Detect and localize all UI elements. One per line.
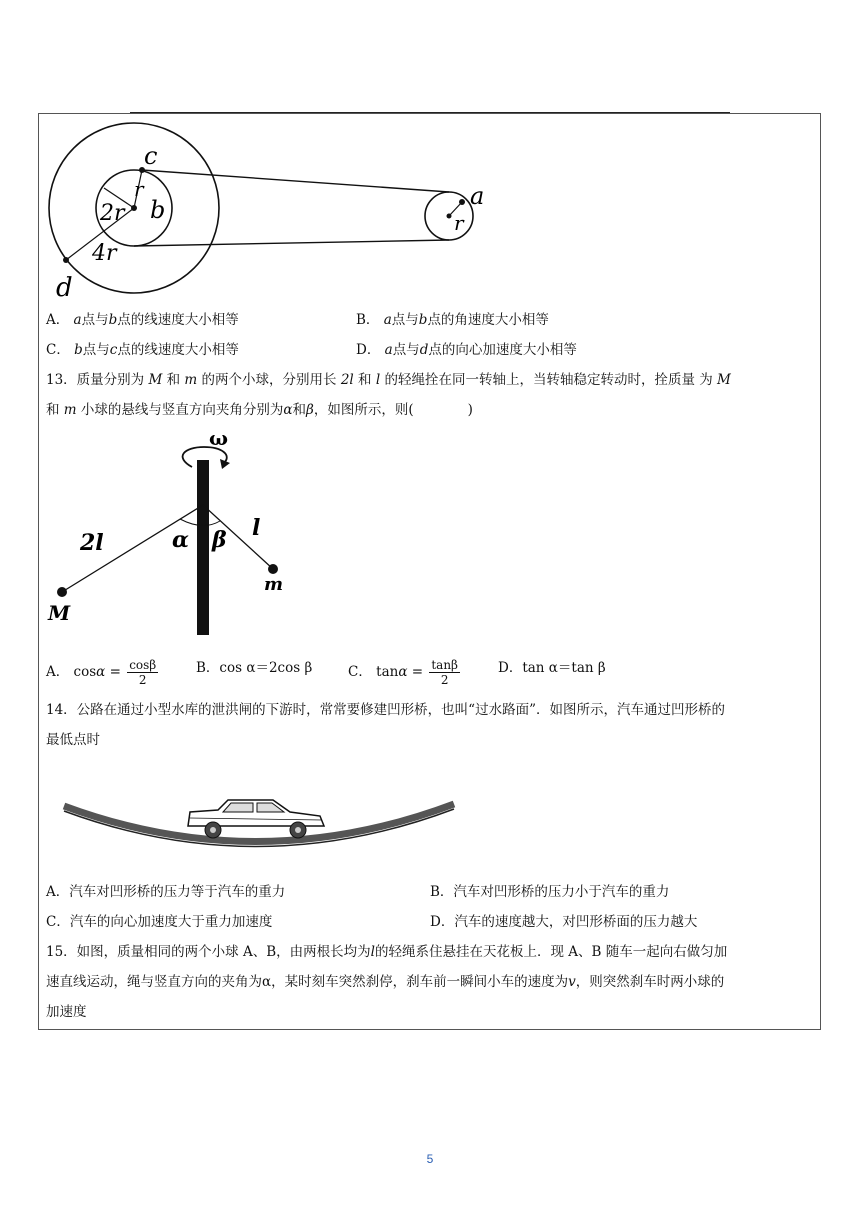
var: b: [74, 342, 83, 358]
label-r-small: r: [454, 211, 464, 235]
var: m: [63, 402, 77, 418]
label-m: m: [264, 574, 284, 595]
numerator: cosβ: [129, 658, 157, 672]
option-letter: D．: [356, 342, 381, 358]
text: 的两个小球，分别用长: [197, 372, 341, 388]
point-b: [131, 205, 137, 211]
q15-line-2: [46, 972, 724, 992]
var: l: [375, 372, 381, 388]
denominator: 2: [138, 673, 147, 687]
text: 速直线运动，绳与竖直方向的夹角为α，某时刻车突然刹停，刹车前一瞬间小车的速度为: [46, 974, 569, 990]
var: α: [283, 402, 293, 418]
rotating-shaft-figure: [44, 425, 304, 640]
q14-line-2: 最低点时: [46, 732, 100, 748]
denominator: 2: [440, 673, 449, 687]
equals: =: [105, 664, 126, 680]
var: a: [383, 312, 392, 328]
text: 15．如图，质量相同的两个小球 A、B，由两根长均为: [46, 944, 371, 960]
numerator: tanβ: [431, 658, 458, 672]
q14-line-1: 14．公路在通过小型水库的泄洪闸的下游时，常常要修建凹形桥，也叫“过水路面”．如图所示，汽车通过凹形桥的: [46, 702, 725, 718]
q14-option-c[interactable]: C．汽车的向心加速度大于重力加速度: [46, 914, 273, 930]
text: 小球的悬线与竖直方向夹角分别为: [76, 402, 284, 418]
text: ，则突然刹车时两小球的: [575, 974, 725, 990]
var: c: [109, 342, 118, 358]
var: d: [419, 342, 429, 358]
fraction: [429, 658, 460, 687]
q13-line-1: [46, 370, 731, 390]
q13-line-2: [46, 400, 473, 420]
point-a: [459, 199, 465, 205]
option-letter: A．: [46, 312, 70, 328]
belt-bottom: [134, 240, 449, 246]
q15-line-3: 加速度: [46, 1004, 87, 1020]
pulley-figure: [44, 116, 494, 301]
text: 13．质量分别为: [46, 372, 149, 388]
var: b: [418, 312, 428, 328]
q13-option-a[interactable]: [46, 658, 160, 687]
car-icon: [188, 800, 324, 838]
point-d: [63, 257, 69, 263]
q12-option-d[interactable]: [356, 340, 577, 360]
label-b: b: [150, 196, 166, 224]
q12-option-c[interactable]: [46, 340, 239, 360]
text: 点的线速度大小相等: [117, 342, 239, 358]
option-letter: A．: [46, 664, 70, 680]
label-2l: 2l: [80, 530, 104, 556]
text: 和: [162, 372, 185, 388]
var: α: [398, 664, 408, 680]
label-M: M: [48, 601, 71, 625]
text: ，如图所示，则( ): [313, 402, 473, 418]
shaft: [197, 460, 209, 635]
label-alpha: α: [172, 527, 189, 553]
page-number: 5: [426, 1152, 434, 1166]
q14-option-d[interactable]: D．汽车的速度越大，对凹形桥面的压力越大: [430, 914, 698, 930]
label-d: d: [56, 273, 73, 301]
text: 点的向心加速度大小相等: [428, 342, 577, 358]
option-text: tan α＝tan β: [522, 660, 606, 676]
label-c: c: [144, 142, 158, 170]
option-letter: C．: [348, 664, 372, 680]
var: M: [717, 372, 731, 388]
q14-option-b[interactable]: B．汽车对凹形桥的压力小于汽车的重力: [430, 884, 670, 900]
option-letter: D．: [498, 660, 523, 676]
label-2r: 2r: [100, 201, 125, 226]
equals: =: [407, 664, 428, 680]
var: a: [384, 342, 393, 358]
q12-option-b[interactable]: [356, 310, 549, 330]
var: a: [73, 312, 82, 328]
option-text: cos α＝2cos β: [219, 660, 313, 676]
text: 和: [353, 372, 376, 388]
fraction: [127, 658, 158, 687]
belt-top: [142, 170, 449, 192]
func: tan: [376, 664, 399, 680]
text: 和: [46, 402, 64, 418]
label-beta: β: [212, 527, 227, 553]
point-center-small: [447, 214, 452, 219]
label-r: r: [134, 177, 144, 201]
q14-option-a[interactable]: A．汽车对凹形桥的压力等于汽车的重力: [46, 884, 286, 900]
text: 和: [292, 402, 307, 418]
text: 点与: [81, 312, 109, 328]
var: l: [370, 944, 375, 960]
var: β: [306, 402, 314, 418]
text: 的轻绳拴在同一转轴上，当转轴稳定转动时，拴质量 为: [380, 372, 718, 388]
q15-line-1: [46, 942, 727, 962]
text: 点与: [82, 342, 110, 358]
text: 点与: [391, 312, 419, 328]
var: 2l: [340, 372, 354, 388]
text: 点的角速度大小相等: [427, 312, 549, 328]
func: cos: [73, 664, 97, 680]
concave-bridge-figure: [58, 790, 458, 860]
var: v: [568, 974, 576, 990]
text: 的轻绳系住悬挂在天花板上．现 A、B 随车一起向右做匀加: [374, 944, 728, 960]
q13-option-d[interactable]: [498, 658, 606, 678]
ball-M: [57, 587, 67, 597]
var: α: [96, 664, 106, 680]
var: m: [184, 372, 198, 388]
option-letter: B．: [196, 660, 220, 676]
text: 点与: [392, 342, 420, 358]
label-l: l: [252, 515, 261, 541]
label-a: a: [470, 182, 485, 210]
q13-option-b[interactable]: [196, 658, 312, 678]
option-letter: C．: [46, 342, 70, 358]
var: b: [108, 312, 118, 328]
ball-m: [268, 564, 278, 574]
text: 点的线速度大小相等: [117, 312, 239, 328]
label-omega: ω: [209, 426, 229, 450]
q13-option-c[interactable]: [348, 658, 462, 687]
q12-option-a[interactable]: [46, 310, 239, 330]
label-4r: 4r: [92, 241, 117, 266]
var: M: [148, 372, 163, 388]
option-letter: B．: [356, 312, 380, 328]
